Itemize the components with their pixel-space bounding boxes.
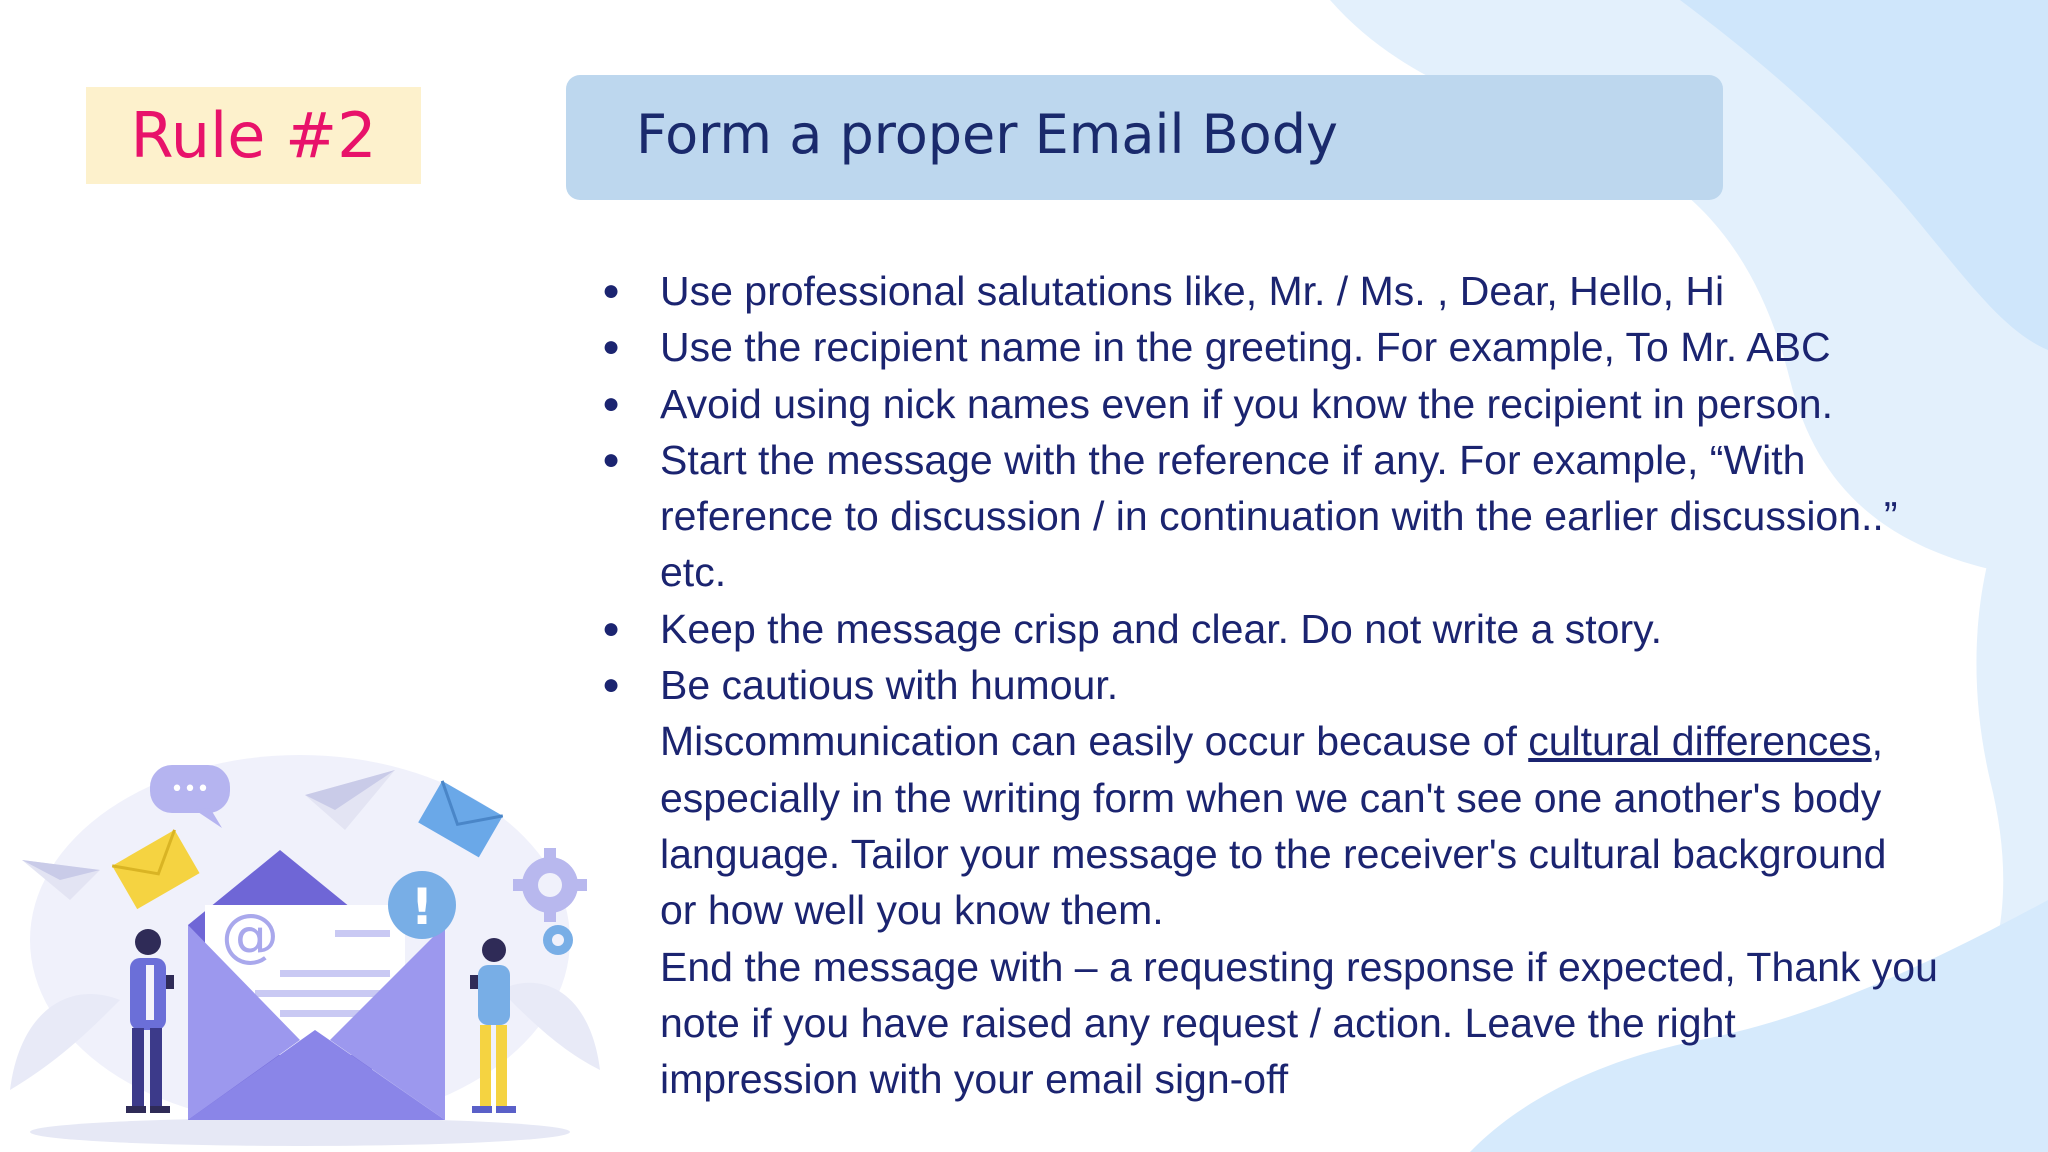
rule-badge	[86, 87, 421, 184]
rule-label: Rule #2	[130, 99, 377, 172]
bullet-text: Avoid using nick names even if you know the recipient in person.	[660, 380, 1833, 427]
letter-line	[335, 930, 390, 937]
bullet-dot: ●	[602, 442, 621, 476]
alert-symbol: !	[410, 878, 434, 936]
bullet-text-line: Start the message with the reference if any. For example, “With	[660, 436, 1806, 483]
bullet-dot: ●	[602, 330, 621, 364]
bullet-item	[600, 432, 2000, 601]
paragraph-text: language. Tailor your message to the receiver's cultural background	[660, 830, 1887, 877]
email-illustration	[0, 740, 620, 1152]
bullet-item	[600, 376, 2000, 432]
bullet-dot: ●	[602, 386, 621, 420]
exclamation-icon	[388, 871, 456, 939]
cultural-differences-link[interactable]: cultural differences	[1528, 718, 1872, 765]
bullet-item	[600, 319, 2000, 375]
paragraph-signoff	[600, 939, 2000, 1108]
bullet-dot: ●	[602, 274, 621, 307]
at-sign-icon: @	[221, 901, 279, 969]
paragraph-cultural	[600, 713, 2000, 938]
bullet-item	[600, 657, 2000, 713]
title-bar	[566, 75, 1723, 200]
ground-shadow	[30, 1118, 570, 1146]
gear-icon	[543, 925, 573, 955]
bullet-text-line: etc.	[660, 549, 727, 596]
paragraph-text: Miscommunication can easily occur because of	[660, 718, 1529, 765]
bullet-item	[600, 601, 2000, 657]
letter-line	[255, 990, 390, 997]
paragraph-text: note if you have raised any request / action. Leave the right	[660, 999, 1736, 1046]
bullet-text: Be cautious with humour.	[660, 662, 1119, 709]
bullet-dot: ●	[602, 668, 621, 702]
paragraph-text: especially in the writing form when we can't see one another's body	[660, 774, 1882, 821]
paragraph-text: or how well you know them.	[660, 887, 1164, 934]
bullet-text: Use the recipient name in the greeting. For example, To Mr. ABC	[660, 324, 1831, 371]
paragraph-text: ,	[1871, 718, 1884, 765]
body-content	[600, 263, 2000, 1107]
bullet-item	[600, 263, 2000, 319]
paragraph-text: impression with your email sign-off	[660, 1056, 1289, 1103]
bullet-text: Keep the message crisp and clear. Do not write a story.	[660, 605, 1662, 652]
bullet-dot: ●	[602, 611, 621, 645]
chat-dots: •••	[170, 777, 210, 802]
bullet-text-line: reference to discussion / in continuation with the earlier discussion..”	[660, 493, 1898, 540]
letter-line	[280, 970, 390, 977]
slide-title: Form a proper Email Body	[636, 103, 1338, 166]
paragraph-text: End the message with – a requesting response if expected, Thank you	[660, 943, 1938, 990]
bullet-text: Use professional salutations like, Mr. / Ms. , Dear, Hello, Hi	[660, 268, 1725, 314]
